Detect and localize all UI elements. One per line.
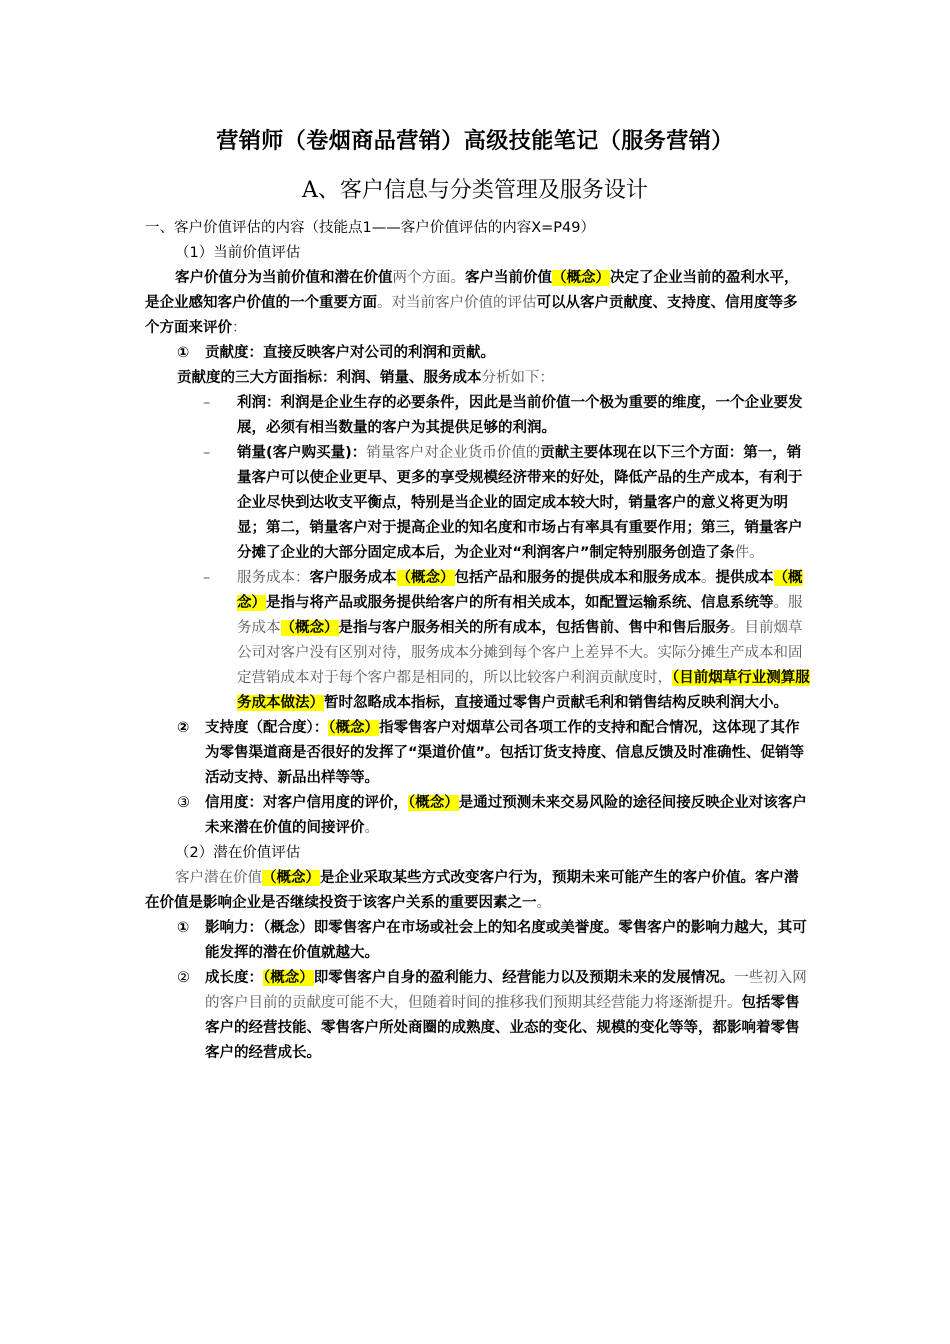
concept-highlight: （概念）: [552, 270, 610, 286]
text-run: 。目前烟草公司对客户没有区别对待，服务成本分摊到每个客户上差异不大。实际分摊生产成本和固定营销成本对于每个客户都是相同的，所以比较客户利润贡献度时，: [237, 620, 803, 686]
concept-highlight: （概念）: [280, 620, 339, 636]
item-text: 贡献度：直接反映客户对公司的利润和贡献。: [205, 345, 495, 361]
text-run: 提供成本: [715, 570, 774, 586]
text-run: 贡献主要体现在以下三个方面：第一，销量客户可以使企业更早、更多的享受规模经济带来的好处，降低产品的生产成本，有利于企业尽快到达收支平衡点，特别是当企业的固定成本较大时，销量客户的意义将更为明显；第二，销量客户对于提高企业的知名度和市场占有率具有重要作用；第三，销量客户分摊了企业的大部分固定成本后，为企业对“利润客户”制定特别服务创造了条: [237, 445, 803, 561]
text-run: 。对当前客户价值的评估: [377, 295, 537, 311]
list-item-credit: [145, 791, 810, 841]
text-run: 件。: [734, 545, 764, 561]
subsection-heading-current: （1）当前价值评估: [175, 245, 301, 261]
list-item-contribution: [145, 341, 810, 366]
text-run: 一些初入网的客户目前的贡献度可能不大，但随着时间的推移我们预期其经营能力将逐渐提升。: [205, 970, 807, 1011]
document-title: 营销师（卷烟商品营销）高级技能笔记（服务营销）: [216, 129, 734, 154]
text-run: 成长度：: [205, 970, 263, 986]
list-item-influence: [145, 916, 810, 966]
method-highlight: （目前烟草行业测算服务成本做法）: [237, 670, 810, 711]
concept-highlight: （概念）: [408, 795, 459, 811]
text-run: 。服务成本: [237, 595, 803, 636]
text-run: 。: [701, 570, 716, 586]
paragraph-current-value: [145, 266, 810, 341]
item-marker: ①: [177, 345, 190, 361]
concept-highlight: （概念）: [396, 570, 455, 586]
sub-item-profit: [145, 391, 810, 441]
text-run: 客户当前价值: [465, 270, 552, 286]
item-text: [205, 966, 810, 1066]
contribution-indicators: [145, 366, 810, 391]
text-run: 贡献度的三大方面指标：利润、销量、服务成本: [177, 370, 482, 386]
item-marker: ①: [177, 920, 190, 936]
list-item-growth: [145, 966, 810, 1066]
text-run: 是通过预测未来交易风险的途径间接反映企业对该客户未来潜在价值的间接评价: [205, 795, 807, 836]
text-run: 是指与将产品或服务提供给客户的所有相关成本，如配置运输系统、信息系统等: [266, 595, 774, 611]
concept-highlight: （概念）: [263, 970, 314, 986]
text-run: 。: [364, 820, 379, 836]
concept-highlight: （概念）: [328, 720, 379, 736]
document-body: [145, 216, 810, 1066]
text-run: 可以从客户贡献度、支持度、信用度等多个方面来评价: [145, 295, 798, 336]
item-marker: ③: [177, 795, 190, 811]
text-run: 。: [536, 895, 551, 911]
sub-item-text: 利润：利润是企业生存的必要条件，因此是当前价值一个极为重要的维度，一个企业要发展，必须有相当数量的客户为其提供足够的利润。: [237, 395, 803, 436]
text-run: 销量客户对企业货币价值的: [366, 445, 541, 461]
text-run: 包括零售客户的经营技能、零售客户所处商圈的成熟度、业态的变化、规模的变化等等，都影响着零售客户的经营成长。: [205, 995, 800, 1061]
item-marker: ②: [177, 720, 190, 736]
concept-highlight: （概念）: [262, 870, 320, 886]
text-run: 两个方面。: [392, 270, 465, 286]
text-run: ：: [232, 320, 247, 336]
text-run: 服务成本：: [237, 570, 310, 586]
text-run: 暂时忽略成本指标，直接通过零售户贡献毛利和销售结构反映利润大小。: [324, 695, 788, 711]
sub-item-service-cost: [145, 566, 810, 716]
dash-marker: –: [203, 570, 211, 586]
text-run: 分析如下：: [481, 370, 554, 386]
item-text: [205, 791, 810, 841]
text-run: 是企业采取某些方式改变客户行为，预期未来可能产生的客户价值。客户潜在价值是影响企业是否继续投资于该客户关系的重要因素之一: [145, 870, 799, 911]
text-run: 客户潜在价值: [175, 870, 262, 886]
subsection-heading-potential: （2）潜在价值评估: [175, 845, 301, 861]
text-run: 信用度：对客户信用度的评价，: [205, 795, 408, 811]
sub-item-text: [237, 566, 810, 716]
dash-marker: –: [203, 445, 211, 461]
dash-marker: –: [203, 395, 211, 411]
text-run: 指零售客户对烟草公司各项工作的支持和配合情况，这体现了其作为零售渠道商是否很好的发挥了“渠道价值”。包括订货支持度、信息反馈及时准确性、促销等活动支持、新品出样等等。: [205, 720, 805, 786]
sub-item-sales: [145, 441, 810, 566]
sub-item-text: [237, 441, 810, 566]
section-heading: 一、客户价值评估的内容（技能点1——客户价值评估的内容X=P49）: [145, 220, 596, 236]
list-item-support: [145, 716, 810, 791]
document-subtitle: A、客户信息与分类管理及服务设计: [302, 178, 648, 203]
item-text: [205, 716, 810, 791]
item-text: 影响力：（概念）即零售客户在市场或社会上的知名度或美誉度。零售客户的影响力越大，其可能发挥的潜在价值就越大。: [205, 920, 807, 961]
paragraph-potential-value: [145, 866, 810, 916]
text-run: 客户价值分为当前价值和潜在价值: [175, 270, 393, 286]
text-run: 客户服务成本: [309, 570, 397, 586]
concept-highlight: （概念）: [237, 570, 803, 611]
item-marker: ②: [177, 970, 190, 986]
text-run: 即零售客户自身的盈利能力、经营能力以及预期未来的发展情况。: [313, 970, 735, 986]
text-run: 是指与客户服务相关的所有成本，包括售前、售中和售后服务: [338, 620, 730, 636]
text-run: 包括产品和服务的提供成本和服务成本: [454, 570, 701, 586]
text-run: 支持度（配合度）：: [205, 720, 329, 736]
text-run: 销量(客户购买量)：: [237, 445, 367, 461]
text-run: 决定了企业当前的盈利水平，是企业感知客户价值的一个重要方面: [145, 270, 799, 311]
